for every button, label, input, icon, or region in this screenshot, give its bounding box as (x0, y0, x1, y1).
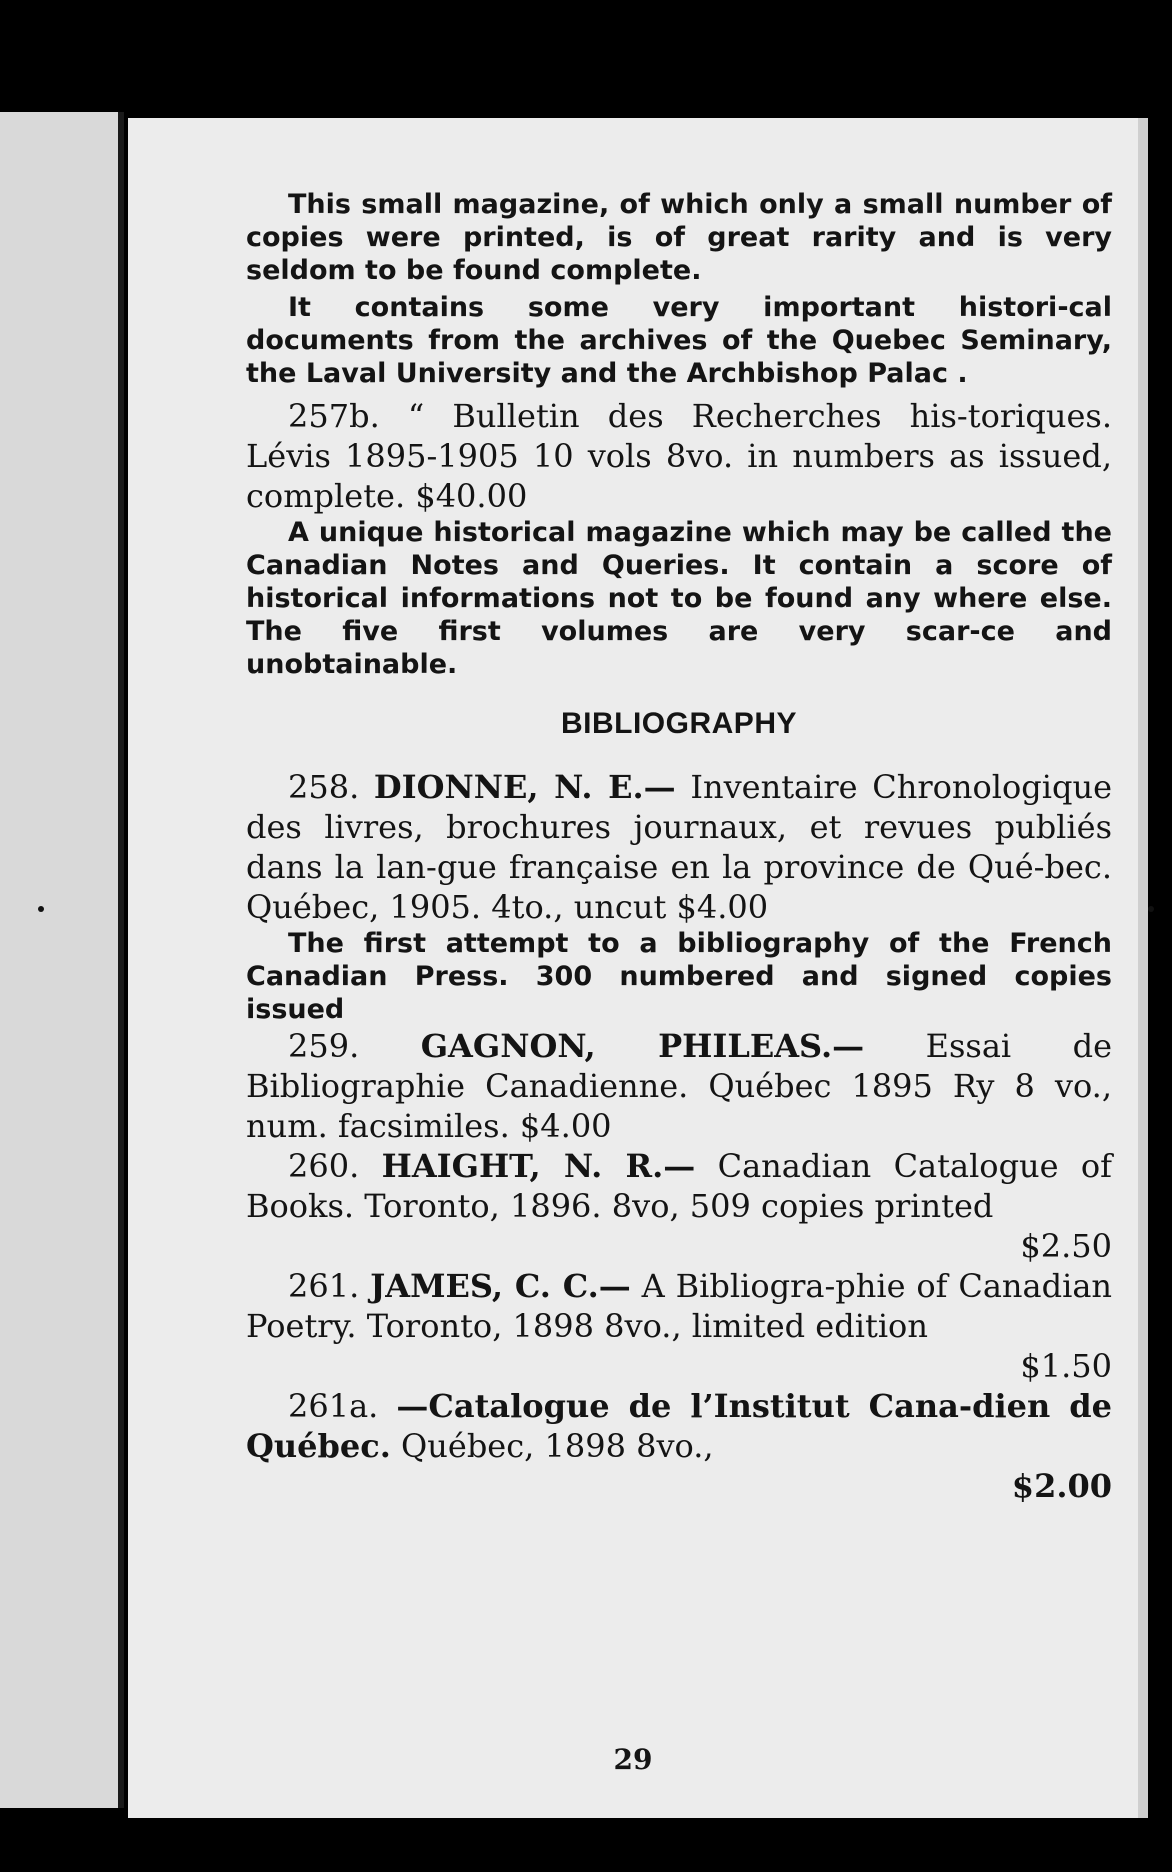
entry-text: Canadian Catalogue of Books. Toronto, 1896. 8vo, 509 copies printed (246, 1147, 1113, 1225)
entry-number: 260. (288, 1147, 360, 1185)
entry-author: —Catalogue de l’Institut Cana-dien de Québec. (246, 1387, 1112, 1465)
entry-author: HAIGHT, N. R.— (381, 1147, 696, 1185)
entry-note: The first attempt to a bibliography of the French Canadian Press. 300 numbered and signed copies issued (246, 928, 1112, 1025)
margin-mark (1148, 906, 1154, 912)
section-heading: BIBLIOGRAPHY (560, 707, 797, 740)
entry-number: 258. (288, 768, 360, 806)
entry-price: $1.50 (1020, 1347, 1112, 1385)
entry-number: 261. (288, 1267, 360, 1305)
bibliography-entry (246, 1266, 1112, 1386)
page-text (246, 188, 1112, 1506)
bibliography-entry (246, 767, 1112, 1026)
left-page-edge (0, 112, 124, 1808)
margin-mark (38, 906, 44, 912)
entry-number: 261a. (288, 1387, 379, 1425)
entry-price: $2.00 (1011, 1467, 1112, 1505)
page-number: 29 (613, 1743, 653, 1776)
entry-price: $2.50 (1020, 1227, 1112, 1265)
intro-paragraph: This small magazine, of which only a small number of copies were printed, is of great rarity and is very seldom to be found complete. (246, 189, 1112, 286)
book-page (128, 118, 1148, 1818)
entry-author: GAGNON, PHILEAS.— (420, 1027, 865, 1065)
entry-number: 259. (288, 1027, 360, 1065)
entry-257b-note: A unique historical magazine which may be called the Canadian Notes and Queries. It contain a score of historical informations not to be found any where else. The five first volumes are very scar-ce and unobtainable. (246, 517, 1112, 680)
bibliography-entry (246, 1146, 1112, 1266)
entry-author: DIONNE, N. E.— (373, 768, 676, 806)
intro-paragraph: It contains some very important histori-cal documents from the archives of the Quebec Seminary, the Laval University and the Archbishop Palac . (246, 292, 1112, 389)
bibliography-entry (246, 1386, 1112, 1506)
entry-text: Québec, 1898 8vo., (401, 1427, 714, 1465)
entry-text: Inventaire Chronologique des livres, brochures journaux, et revues publiés dans la lan-gue française en la province de Qué-bec. Québec, 1905. 4to., uncut (246, 768, 1113, 926)
entry-author: JAMES, C. C.— (370, 1267, 631, 1305)
entry-price: $4.00 (519, 1107, 612, 1145)
bibliography-entry (246, 1026, 1112, 1146)
entry-price: $4.00 (676, 888, 769, 926)
entry-text: Essai de Bibliographie Canadienne. Québec 1895 Ry 8 vo., num. facsimiles. (246, 1027, 1113, 1145)
entry-text: A Bibliogra-phie of Canadian Poetry. Toronto, 1898 8vo., limited edition (246, 1267, 1113, 1345)
entry-257b-heading: 257b. “ Bulletin des Recherches his-toriques. Lévis 1895-1905 10 vols 8vo. in numbers as issued, complete. $40.00 (246, 397, 1112, 515)
